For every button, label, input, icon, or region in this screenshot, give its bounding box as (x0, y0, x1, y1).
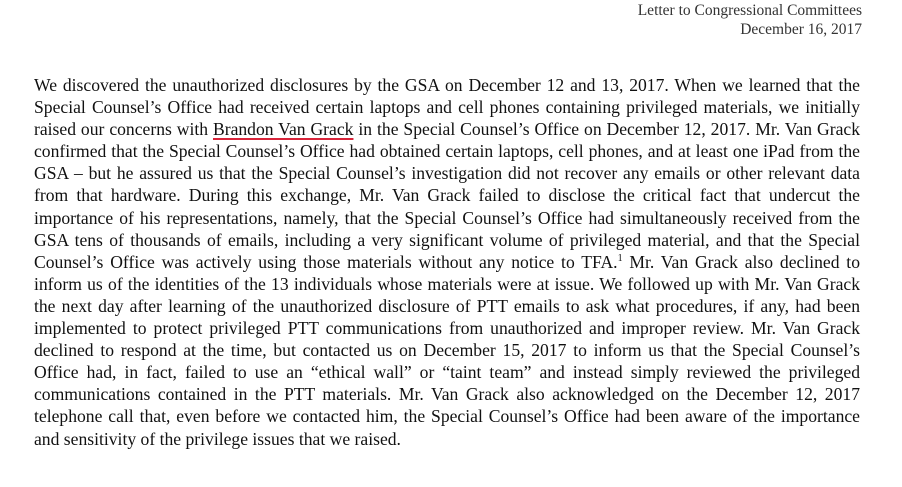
footnote-reference: 1 (617, 252, 623, 264)
body-text-segment-1: We discovered the unauthorized disclosures by the GSA on December 12 and 13, 2017. When we learned that the Special Counsel’s Office had received certain laptops and cell phones containing privileged materials, we initially raised our concerns with (34, 75, 860, 140)
letter-header (638, 1, 862, 39)
body-text-segment-2: in the Special Counsel’s Office on December 12, 2017. Mr. Van Grack confirmed that the Special Counsel’s Office had obtained certain laptops, cell phones, and at least one iPad from the GSA – but he assured us that the Special Counsel’s investigation did not recover any emails or other relevant data from that hardware. During this exchange, Mr. Van Grack failed to disclose the critical fact that undercut the importance of his representations, namely, that the Special Counsel’s Office had simultaneously received from the GSA tens of thousands of emails, including a very significant volume of privileged material, and that the Special Counsel’s Office was actively using those materials without any notice to TFA. (34, 119, 860, 272)
body-paragraph (34, 74, 860, 450)
body-text-segment-3: Mr. Van Grack also declined to inform us of the identities of the 13 individuals whose materials were at issue. We followed up with Mr. Van Grack the next day after learning of the unauthorized disclosure of PTT emails to ask what procedures, if any, had been implemented to protect privileged PTT communications from unauthorized and improper review. Mr. Van Grack declined to respond at the time, but contacted us on December 15, 2017 to inform us that the Special Counsel’s Office had, in fact, failed to use an “ethical wall” or “taint team” and instead simply reviewed the privileged communications contained in the PTT materials. Mr. Van Grack also acknowledged on the December 12, 2017 telephone call that, even before we contacted him, the Special Counsel’s Office had been aware of the importance and sensitivity of the privilege issues that we raised. (34, 251, 860, 449)
letter-header-title: Letter to Congressional Committees (637, 2, 862, 19)
letter-header-date: December 16, 2017 (740, 21, 862, 38)
letter-body (34, 74, 860, 450)
highlighted-name: Brandon Van Grack (212, 119, 354, 140)
